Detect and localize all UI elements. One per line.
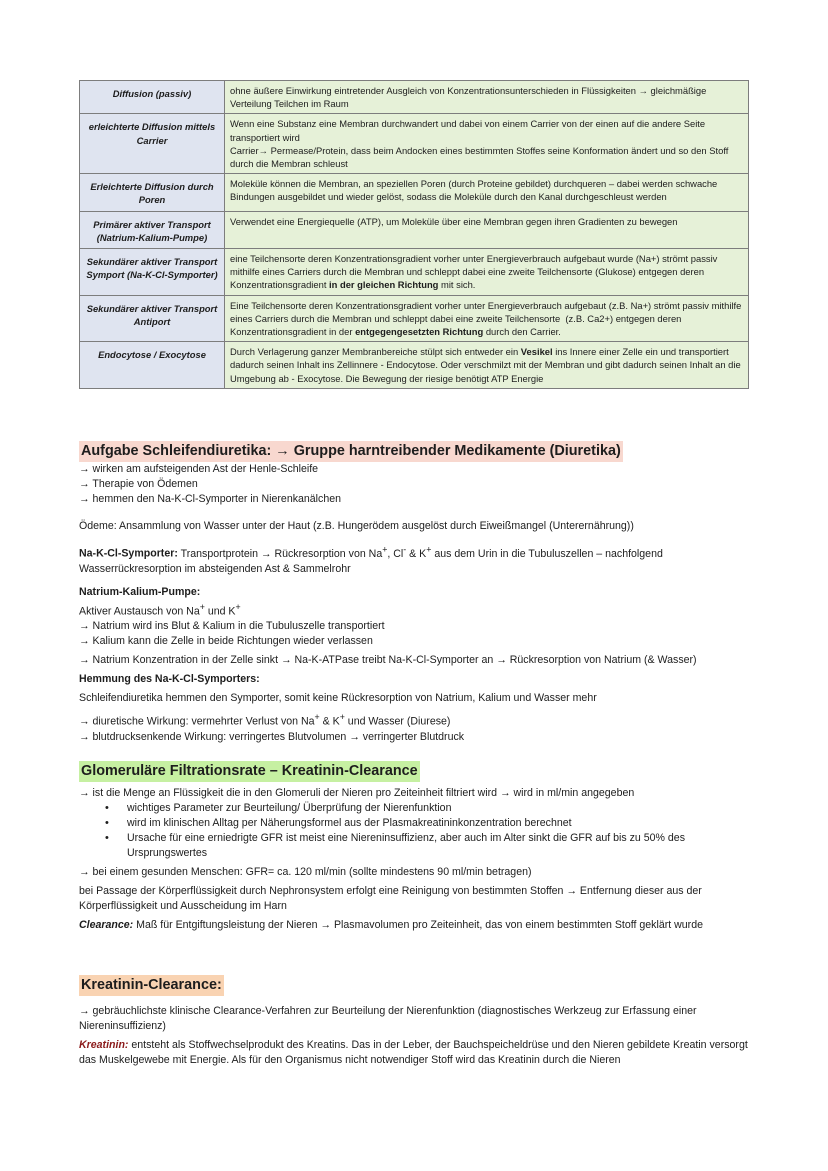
list-item: • Ursache für eine erniedrigte GFR ist meist eine Niereninsuffizienz, aber auch im Alter sinkt die GFR auf bis zu 50% des Ursprungswertes (127, 831, 759, 861)
text-line: → Therapie von Ödemen (79, 478, 198, 490)
text-line: → wirken am aufsteigenden Ast der Henle-Schleife (79, 463, 319, 475)
table-row (80, 249, 749, 296)
hemmung-label: Hemmung des Na-K-Cl-Symporters: (79, 673, 260, 686)
kreatinin-paragraph (79, 1038, 759, 1068)
table-description-cell: eine Teilchensorte deren Konzentrationsgradient vorher unter Energieverbrauch aufgebaut wurde (Na+) strömt passiv mithilfe eines Carriers durch die Membran und schleppt dabei eine zweite Teilchensorte (Glukose) entgegen deren Konzentrationsgradient in der gleichen Richtung mit sich. (225, 249, 749, 296)
kreatinin-label: Kreatinin: (79, 1039, 129, 1051)
text-line: → ist die Menge an Flüssigkeit die in den Glomeruli der Nieren pro Zeiteinheit filtriert wird → wird in ml/min angegeben (79, 787, 635, 799)
list-item: • wird im klinischen Alltag per Näherungsformel aus der Plasmakreatininkonzentration berechnet (127, 816, 759, 831)
table-row (80, 81, 749, 114)
table-term-cell: erleichterte Diffusion mittels Carrier (80, 114, 225, 174)
text-line: → Natrium Konzentration in der Zelle sinkt → Na-K-ATPase treibt Na-K-Cl-Symporter an → Rückresorption von Natrium (& Wasser) (79, 654, 697, 667)
symporter-text: Transportprotein → Rückresorption von Na+, Cl- & K+ aus dem Urin in die Tubuluszellen – nachfolgend Wasserrückresorption im absteigenden Ast & Sammelrohr (79, 544, 663, 575)
table-term-cell: Erleichterte Diffusion durch Poren (80, 174, 225, 211)
table-term-cell: Endocytose / Exocytose (80, 342, 225, 389)
text-line: → hemmen den Na-K-Cl-Symporter in Nierenkanälchen (79, 493, 342, 505)
table-term-cell: Primärer aktiver Transport (Natrium-Kalium-Pumpe) (80, 211, 225, 248)
table-description-cell: Durch Verlagerung ganzer Membranbereiche stülpt sich entweder ein Vesikel ins Innere einer Zelle ein und transportiert dadurch seinen Inhalt ins Zellinnere - Endocytose. Oder verschmilzt mit der Membran und gibt dadurch seinen Inhalt an die Umgebung ab - Exocytose. Die Bewegung der riesige benötigt ATP Energie (225, 342, 749, 389)
kreatinin-text: entsteht als Stoffwechselprodukt des Kreatins. Das in der Leber, der Bauchspeicheldrüse und den Nieren gebildete Kreatin versorgt das Muskelgewebe mit Energie. Als für den Organismus nicht notwendiger Stoff wird das Kreatinin durch die Nieren (79, 1039, 748, 1066)
text-line: bei Passage der Körperflüssigkeit durch Nephronsystem erfolgt eine Reinigung von bestimmten Stoffen → Entfernung dieser aus der Körperflüssigkeit und Ausscheidung im Harn (79, 885, 702, 912)
text-line: Aktiver Austausch von Na+ und K+ (79, 601, 241, 618)
list-item: • wichtiges Parameter zur Beurteilung/ Überprüfung der Nierenfunktion (127, 801, 759, 816)
table-row (80, 211, 749, 248)
table-row (80, 174, 749, 211)
clearance-paragraph (79, 918, 759, 933)
table-description-cell: Moleküle können die Membran, an speziellen Poren (durch Proteine gebildet) durchqueren – dabei werden schwache Bindungen ausgebildet und wieder gelöst, sodass die Moleküle durch den Kanal durchgeschleust werden (225, 174, 749, 211)
odeme-definition: Ödeme: Ansammlung von Wasser unter der Haut (z.B. Hungerödem ausgelöst durch Eiweißmangel (Unterernährung)) (79, 520, 634, 532)
table-term-cell: Sekundärer aktiver Transport Symport (Na-K-Cl-Symporter) (80, 249, 225, 296)
text-line: → blutdrucksenkende Wirkung: verringertes Blutvolumen → verringerter Blutdruck (79, 730, 465, 743)
symporter-label: Na-K-Cl-Symporter: (79, 547, 178, 560)
section-gfr (79, 761, 759, 933)
gfr-bullet-list (79, 801, 759, 861)
membrane-transport-table (79, 80, 749, 389)
symporter-paragraph (79, 542, 759, 577)
clearance-label: Clearance: (79, 919, 134, 931)
section-heading-kreatinin-clearance: Kreatinin-Clearance: (79, 975, 224, 996)
table-term-cell: Diffusion (passiv) (80, 81, 225, 114)
text-line: → bei einem gesunden Menschen: GFR= ca. 120 ml/min (sollte mindestens 90 ml/min betragen) (79, 866, 532, 878)
pump-label: Natrium-Kalium-Pumpe: (79, 585, 201, 598)
table-description-cell: Eine Teilchensorte deren Konzentrationsgradient vorher unter Energieverbrauch aufgebaut (z.B. Na+) strömt passiv mithilfe eines Carriers durch die Membran und schleppt dabei eine zweite Teilchensorte (z.B. Ca2+) entgegen deren Konzentrationsgradient in der entgegengesetzten Richtung durch den Carrier. (225, 295, 749, 342)
table-row (80, 114, 749, 174)
section-schleifendiuretika (79, 441, 759, 745)
table-description-cell: Wenn eine Substanz eine Membran durchwandert und dabei von einem Carrier von der einen auf die andere Seite transportiert wird Carrier→ Permease/Protein, dass beim Andocken eines bestimmten Stoffes seine Konformation ändert und so den Stoff durch die Membran schleust (225, 114, 749, 174)
section-kreatinin-clearance (79, 975, 759, 1068)
text-line: → Natrium wird ins Blut & Kalium in die Tubuluszelle transportiert (79, 620, 385, 633)
table-row (80, 342, 749, 389)
table-term-cell: Sekundärer aktiver Transport Antiport (80, 295, 225, 342)
clearance-text: Maß für Entgiftungsleistung der Nieren → Plasmavolumen pro Zeiteinheit, das von einem bestimmten Stoff geklärt wurde (133, 919, 703, 931)
table-row (80, 295, 749, 342)
text-line: → diuretische Wirkung: vermehrter Verlust von Na+ & K+ und Wasser (Diurese) (79, 712, 451, 728)
table-description-cell: Verwendet eine Energiequelle (ATP), um Moleküle über eine Membran gegen ihren Gradienten zu bewegen (225, 211, 749, 248)
table-description-cell: ohne äußere Einwirkung eintretender Ausgleich von Konzentrationsunterschieden in Flüssigkeiten → gleichmäßige Verteilung Teilchen im Raum (225, 81, 749, 114)
text-line: → gebräuchlichste klinische Clearance-Verfahren zur Beurteilung der Nierenfunktion (diagnostisches Werkzeug zur Erfassung einer Niereninsuffizienz) (79, 1005, 697, 1032)
section-heading-schleifendiuretika: Aufgabe Schleifendiuretika: → Gruppe harntreibender Medikamente (Diuretika) (79, 441, 623, 462)
text-line: Schleifendiuretika hemmen den Symporter, somit keine Rückresorption von Natrium, Kalium und Wasser mehr (79, 692, 597, 705)
text-line: → Kalium kann die Zelle in beide Richtungen wieder verlassen (79, 635, 373, 648)
section-heading-gfr: Glomeruläre Filtrationsrate – Kreatinin-Clearance (79, 761, 420, 782)
